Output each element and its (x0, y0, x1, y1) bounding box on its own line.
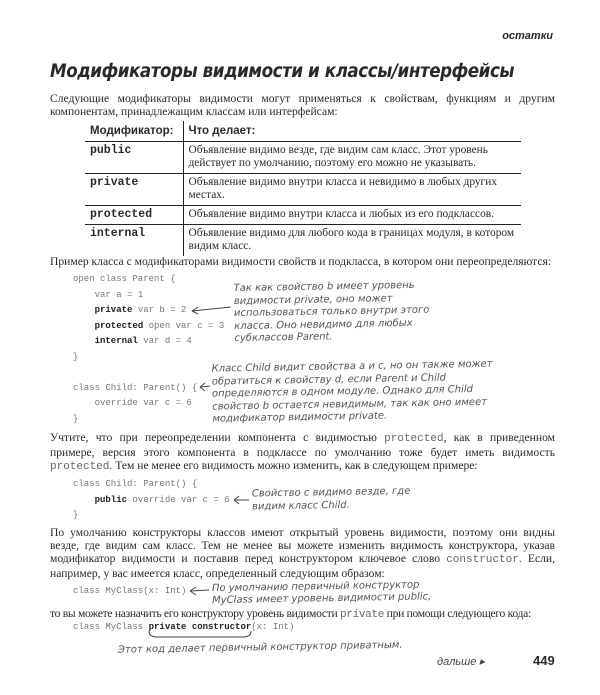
arrow-icon (192, 307, 231, 314)
intro-paragraph: Следующие модификаторы видимости могут применяться к свойствам, функциям и другим компонентам, принадлежащим классам или интерфейсам: (50, 92, 555, 118)
next-page-link[interactable]: дальше ▸ (437, 656, 485, 668)
annotation-child: Класс Child видит свойства a и c, но он также может обратиться к свойству d, если Parent и Child определяются в одном модуле. Однако для Child свойство b остается невидимым, так как оно имеет модификатор видимости private. (211, 358, 493, 425)
section-header: остатки (502, 30, 553, 42)
protected-paragraph: Учтите, что при переопределении компонента с видимостью protected, как в приведенном примере, версия этого компонента в подклассе по умолчанию тоже будет иметь видимость protected. Тем не менее его видимость можно изменить, как в следующем примере: (50, 431, 555, 473)
modifier-cell: private (85, 174, 183, 206)
annotation-private-constructor: Этот код делает первичный конструктор приватным. (117, 639, 403, 656)
code-myclass: class MyClass(x: Int) (73, 586, 187, 596)
modifier-cell: protected (85, 206, 183, 225)
col-header-description: Что делает: (183, 121, 521, 142)
arrow-icon (190, 587, 209, 595)
example-intro: Пример класса с модификаторами видимости свойств и подкласса, в котором они переопределяются: (50, 255, 552, 268)
code-private-constructor: class MyClass private constructor(x: Int) (73, 622, 295, 632)
code-block-parent-child: open class Parent { var a = 1 private var b = 2 protected open var c = 3 internal var d = 4 } class Child: Parent() { override var c = 6 } (73, 274, 225, 424)
description-cell: Объявление видимо внутри класса и невидимо в любых других местах. (183, 174, 521, 206)
col-header-modifier: Модификатор: (85, 121, 183, 142)
modifier-cell: internal (85, 225, 183, 257)
modifier-cell: public (85, 142, 183, 174)
page-number: 449 (533, 653, 555, 668)
brace-icon (149, 631, 251, 637)
constructor-paragraph: По умолчанию конструкторы классов имеют открытый уровень видимости, поэтому они видны везде, где видим сам класс. Тем не менее вы можете изменить видимость конструктора, указав модификатор видимости и поставив перед конструктором ключевое слово constructor. Если, например, у вас имеется класс, определенный следующим образом: (50, 526, 555, 580)
arrow-icon (200, 383, 210, 391)
page-title: Модификаторы видимости и классы/интерфейсы (50, 60, 515, 82)
code-block-public-override: class Child: Parent() { public override var c = 6 } (73, 479, 230, 520)
annotation-public: Свойство c видимо везде, где видим класс Child. (251, 485, 411, 512)
description-cell: Объявление видимо для любого кода в границах модуля, в котором видим класс. (188, 227, 515, 252)
annotation-private: Так как свойство b имеет уровень видимости private, оно может использоваться только внутри этого класса. Оно невидимо для любых субклассов Parent. (233, 279, 430, 345)
description-cell: Объявление видимо внутри класса и любых из его подклассов. (183, 206, 521, 225)
annotation-default-constructor: По умолчанию первичный конструктор MyClass имеет уровень видимости public, (211, 579, 432, 607)
private-constructor-paragraph: то вы можете назначить его конструктору уровень видимости private при помощи следующего кода: (50, 607, 531, 621)
description-cell: Объявление видимо везде, где видим сам класс. Этот уровень действует по умолчанию, поэтому его можно не указывать. (183, 142, 521, 174)
arrow-icon (234, 496, 249, 504)
